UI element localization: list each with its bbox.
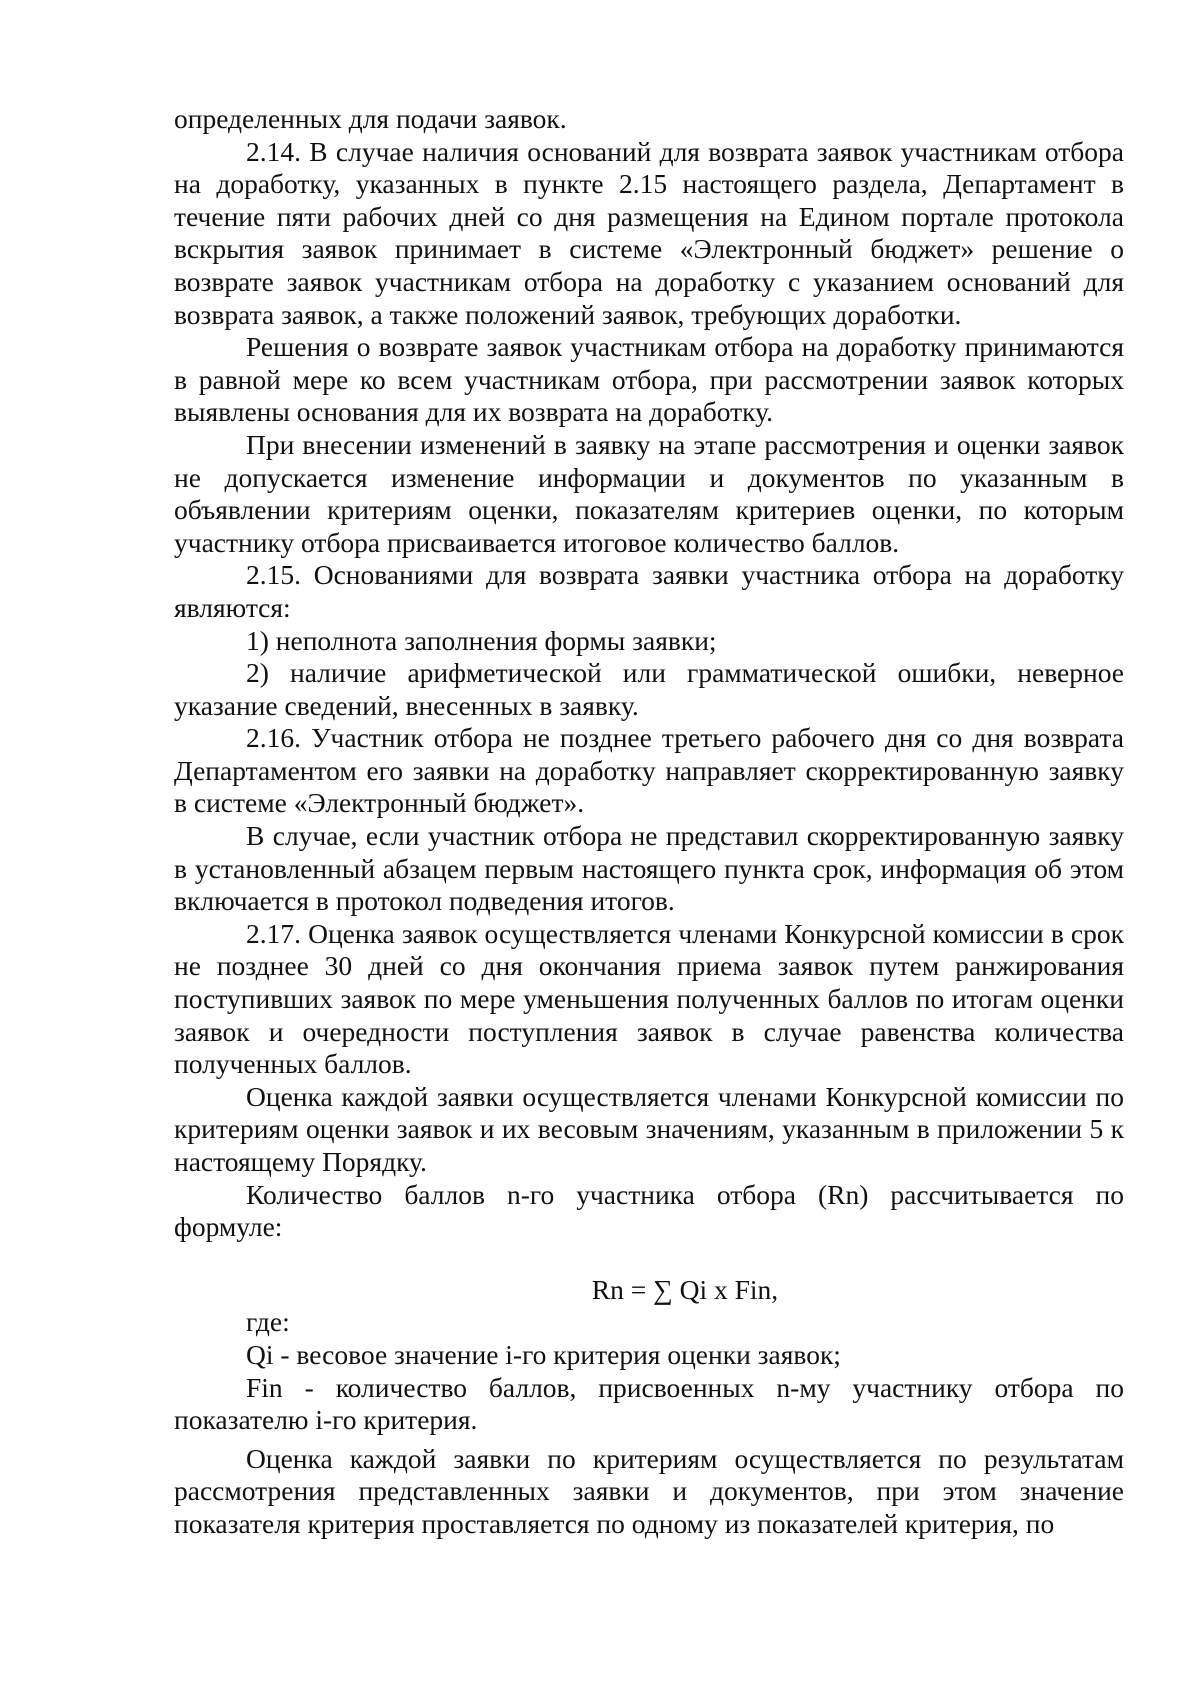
paragraph-evaluation-results: Оценка каждой заявки по критериям осуществляется по результатам рассмотрения представленных заявки и документов, при этом значение показателя критерия проставляется по одному из показателей критерия, по [174, 1442, 1124, 1539]
paragraph-2-16: 2.16. Участник отбора не позднее третьего рабочего дня со дня возврата Департаментом его заявки на доработку направляет скорректированную заявку в системе «Электронный бюджет». [174, 722, 1124, 819]
paragraph-2-14: 2.14. В случае наличия оснований для возврата заявок участникам отбора на доработку, указанных в пункте 2.15 настоящего раздела, Департамент в течение пяти рабочих дней со дня размещения на Едином портале протокола вскрытия заявок принимает в системе «Электронный бюджет» решение о возврате заявок участникам отбора на доработку с указанием оснований для возврата заявок, а также положений заявок, требующих доработки. [174, 135, 1124, 330]
list-item-1: 1) неполнота заполнения формы заявки; [246, 624, 717, 656]
formula-def-qi: Qi - весовое значение i-го критерия оценки заявок; [246, 1338, 841, 1370]
formula-where: где: [246, 1306, 290, 1338]
list-item-2: 2) наличие арифметической или грамматической ошибки, неверное указание сведений, внесенных в заявку. [174, 657, 1124, 721]
paragraph-continuation: определенных для подачи заявок. [174, 103, 567, 134]
paragraph-evaluation-criteria: Оценка каждой заявки осуществляется членами Конкурсной комиссии по критериям оценки заявок и их весовым значениям, указанным в приложении 5 к настоящему Порядку. [174, 1080, 1124, 1177]
paragraph-2-15: 2.15. Основаниями для возврата заявки участника отбора на доработку являются: [174, 559, 1124, 623]
document-page [174, 103, 1124, 1541]
paragraph-2-17: 2.17. Оценка заявок осуществляется членами Конкурсной комиссии в срок не позднее 30 дней со дня окончания приема заявок путем ранжирования поступивших заявок по мере уменьшения полученных баллов по итогам оценки заявок и очередности поступления заявок в случае равенства количества полученных баллов. [174, 917, 1124, 1080]
score-formula: Rn = ∑ Qi x Fin, [591, 1273, 779, 1305]
formula-def-fin: Fin - количество баллов, присвоенных n-му участнику отбора по показателю i-го критерия. [174, 1371, 1124, 1436]
paragraph-changes-restriction: При внесении изменений в заявку на этапе рассмотрения и оценки заявок не допускается изменение информации и документов по указанным в объявлении критериям оценки, показателям критериев оценки, по которым участнику отбора присваивается итоговое количество баллов. [174, 428, 1124, 558]
paragraph-return-decisions: Решения о возврате заявок участникам отбора на доработку принимаются в равной мере ко всем участникам отбора, при рассмотрении заявок которых выявлены основания для их возврата на доработку. [174, 331, 1124, 428]
paragraph-not-submitted: В случае, если участник отбора не представил скорректированную заявку в установленный абзацем первым настоящего пункта срок, информация об этом включается в протокол подведения итогов. [174, 820, 1124, 917]
paragraph-score-intro: Количество баллов n-го участника отбора (Rn) рассчитывается по формуле: [174, 1178, 1124, 1243]
